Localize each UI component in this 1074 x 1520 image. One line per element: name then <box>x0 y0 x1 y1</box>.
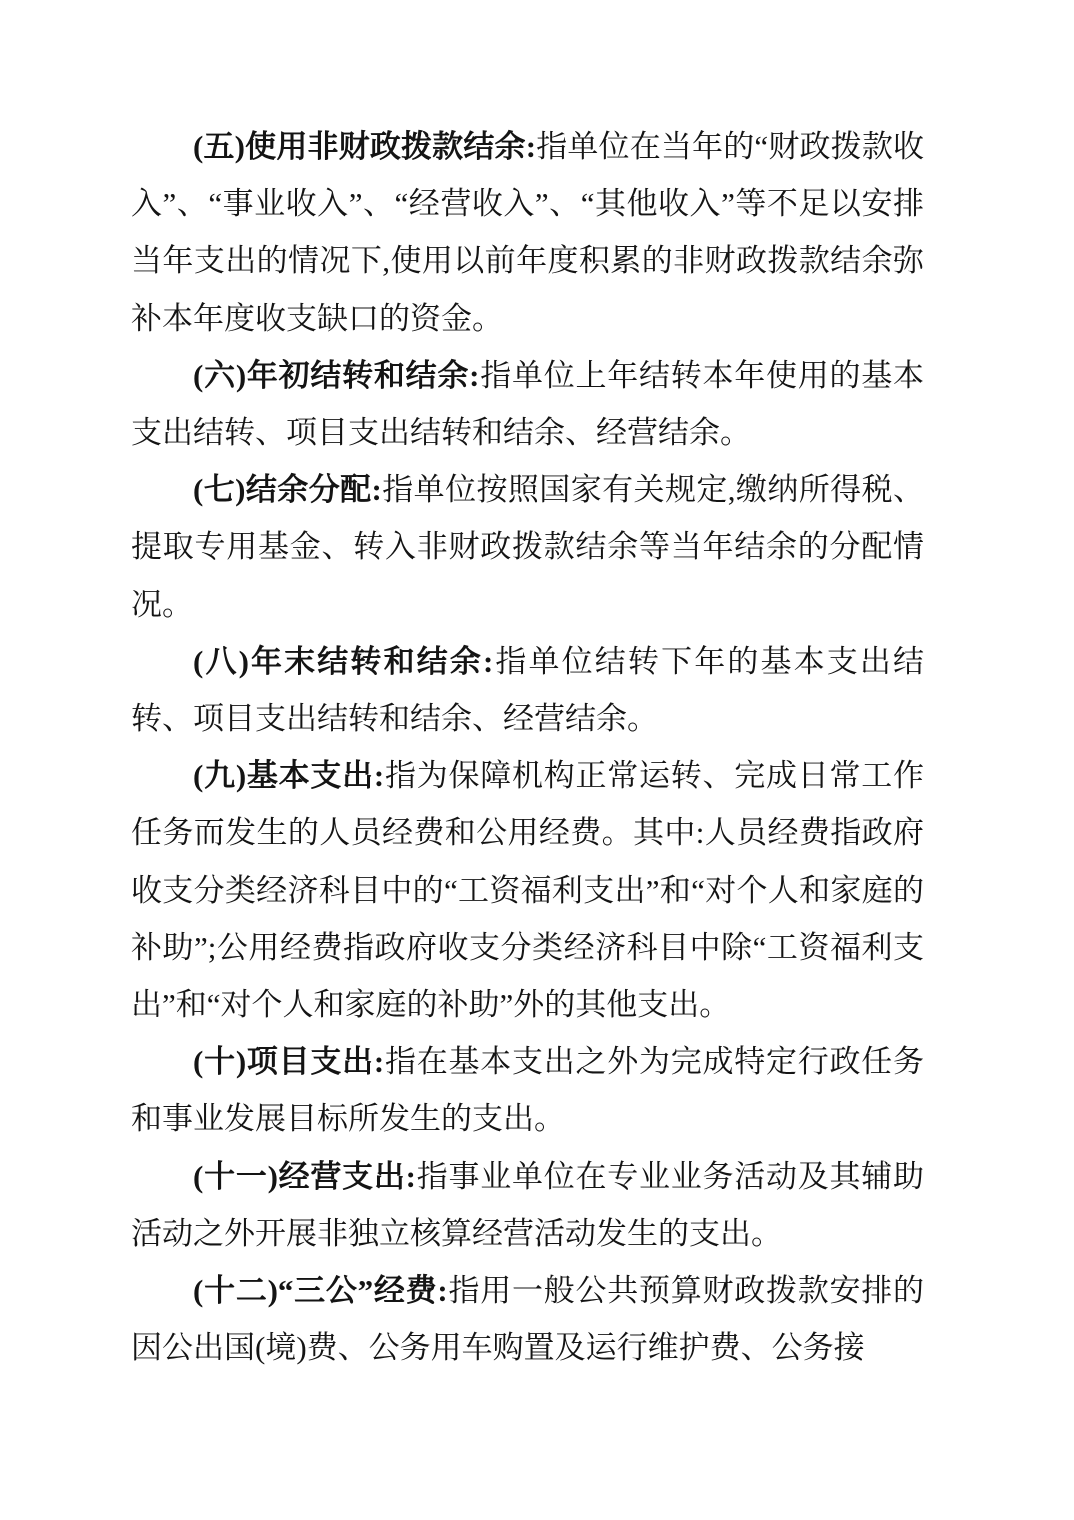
term-definition: 指在基本支出之外为完成特定行政任务和事业发展目标所发生的支出。 <box>131 1044 924 1137</box>
paragraph-item-9 <box>131 747 924 1033</box>
term-label: (十一)经营支出: <box>193 1158 416 1194</box>
paragraph-item-12 <box>131 1262 924 1376</box>
term-definition: 指为保障机构正常运转、完成日常工作任务而发生的人员经费和公用经费。其中:人员经费指政府收支分类经济科目中的“工资福利支出”和“对个人和家庭的补助”;公用经费指政府收支分类经济科目中除“工资福利支出”和“对个人和家庭的补助”外的其他支出。 <box>131 758 924 1023</box>
term-label: (八)年末结转和结余: <box>193 643 494 679</box>
paragraph-item-5 <box>131 118 924 347</box>
term-definition: 指用一般公共预算财政拨款安排的因公出国(境)费、公务用车购置及运行维护费、公务接 <box>131 1273 924 1366</box>
paragraph-item-6 <box>131 347 924 461</box>
term-label: (五)使用非财政拨款结余: <box>193 129 537 164</box>
term-label: (十)项目支出: <box>193 1044 385 1080</box>
term-label: (十二)“三公”经费: <box>193 1273 448 1309</box>
term-definition: 指单位结转下年的基本支出结转、项目支出结转和结余、经营结余。 <box>131 643 924 737</box>
term-definition: 指单位上年结转本年使用的基本支出结转、项目支出结转和结余、经营结余。 <box>131 357 924 451</box>
term-definition: 指单位在当年的“财政拨款收入”、“事业收入”、“经营收入”、“其他收入”等不足以安排当年支出的情况下,使用以前年度积累的非财政拨款结余弥补本年度收支缺口的资金。 <box>131 129 925 336</box>
paragraph-item-7 <box>131 461 924 633</box>
term-definition: 指单位按照国家有关规定,缴纳所得税、提取专用基金、转入非财政拨款结余等当年结余的分配情况。 <box>131 472 924 622</box>
term-label: (六)年初结转和结余: <box>193 357 480 393</box>
paragraph-item-11 <box>131 1148 924 1262</box>
paragraph-item-10 <box>131 1033 924 1147</box>
document-text-block <box>131 118 924 1376</box>
paragraph-item-8 <box>131 633 924 747</box>
term-label: (七)结余分配: <box>193 472 382 508</box>
term-definition: 指事业单位在专业业务活动及其辅助活动之外开展非独立核算经营活动发生的支出。 <box>131 1158 924 1251</box>
term-label: (九)基本支出: <box>193 758 385 794</box>
